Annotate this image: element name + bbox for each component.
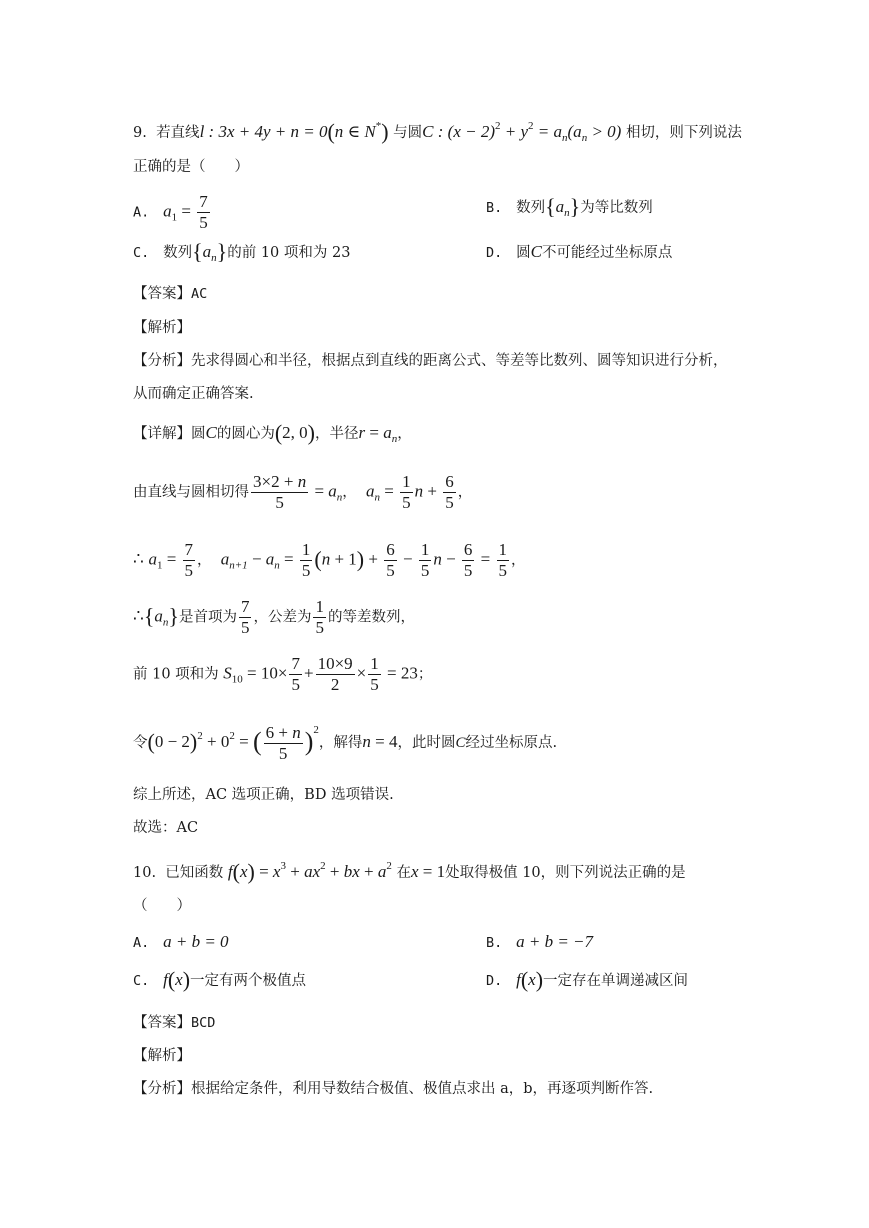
q9-answer: 【答案】AC bbox=[133, 286, 208, 302]
q9-stem-line1: 9. 若直线l : 3x + 4y + n = 0(n ∈ N*) 与圆C : $(x - 2)^2 + y^2 = a_n(a_n > 0)$ 相切，则下列说法 bbox=[133, 119, 742, 144]
q9-circle-equation: C : (x − 2) bbox=[422, 122, 495, 141]
q9-option-b: B. 数列$\{a_n\}$为等比数列 bbox=[486, 194, 653, 219]
q9-option-c: C. 数列$\{a_n\}$的前 10 项和为 23 bbox=[133, 239, 351, 264]
q9-option-a: A. $a_1$ = $\frac{7}{5}$ bbox=[133, 192, 208, 232]
q9-number: 9. bbox=[133, 125, 147, 141]
q9-fenxi-line1: 【分析】先求得圆心和半径，根据点到直线的距离公式、等差等比数列、圆等知识进行分析， bbox=[133, 353, 728, 369]
q10-option-d: D. f(x)一定存在单调递减区间 bbox=[486, 967, 689, 992]
q9-xiangjie-line3: ∴ $a_1$ = $\frac{7}{5}$ ， $a_{n+1} - a_n$ = $\frac{1}{5}$ (n + 1) + $\frac{6}{5}$ − $\frac{1}{5}$ n − $\frac{6}{5}$ = $\frac{1}{5}$ ， bbox=[133, 540, 526, 580]
q9-xiangjie-line7: 综上所述，AC 选项正确，BD 选项错误. bbox=[133, 787, 394, 803]
q9-xiangjie-line4: $\therefore\{a_n\}$是首项为 $\frac{7}{5}$ ，公差为 $\frac{1}{5}$ 的等差数列， bbox=[133, 597, 415, 637]
q10-stem-line1: 10. 已知函数 $f(x) = x^3 + ax^2$ + bx + $a^2$ 在x = 1处取得极值 10，则下列说法正确的是 bbox=[133, 859, 686, 884]
q9-xiangjie-line5: 前 10 项和为 $S_{10} = 10\times$ $\frac{7}{5}$ + $\frac{10\times 9}{2}$ × $\frac{1}{5}$ = 23； bbox=[133, 654, 433, 694]
q10-analysis-heading: 【解析】 bbox=[133, 1048, 191, 1064]
q10-fenxi-line1: 【分析】根据给定条件，利用导数结合极值、极值点求出 a，b，再逐项判断作答. bbox=[133, 1081, 654, 1097]
q9-line-equation: l : 3x + 4y + n = 0 bbox=[199, 122, 328, 141]
q10-answer: 【答案】BCD bbox=[133, 1015, 216, 1031]
q10-option-a: A. a + b = 0 bbox=[133, 932, 229, 951]
q9-analysis-heading: 【解析】 bbox=[133, 320, 191, 336]
q10-number: 10. bbox=[133, 865, 157, 881]
q9-xiangjie-line2: 由直线与圆相切得 $\frac{3\times 2 + n}{5}$ = $a_n$， $a_n$ = $\frac{1}{5}$ n + $\frac{6}{5}$ ， bbox=[133, 472, 473, 512]
q9-stem-line2: 正确的是（ ） bbox=[133, 159, 249, 175]
q10-stem-line2: （ ） bbox=[133, 898, 191, 914]
q10-option-c: C. f(x)一定有两个极值点 bbox=[133, 967, 307, 992]
q9-xiangjie-line6: 令$(0 - 2)^2 + 0^2$ = ( $\frac{6 + n}{5}$ )$^2$，解得n = 4，此时圆C经过坐标原点. bbox=[133, 722, 558, 763]
q9-xiangjie-line8: 故选：AC bbox=[133, 820, 199, 836]
q9-option-d: D. 圆C不可能经过坐标原点 bbox=[486, 242, 673, 261]
q9-xiangjie-line1: 【详解】圆C的圆心为(2, 0)，半径$r = a_n$， bbox=[133, 420, 412, 445]
q9-fenxi-line2: 从而确定正确答案. bbox=[133, 386, 254, 402]
q10-option-b: B. a + b = −7 bbox=[486, 932, 594, 951]
